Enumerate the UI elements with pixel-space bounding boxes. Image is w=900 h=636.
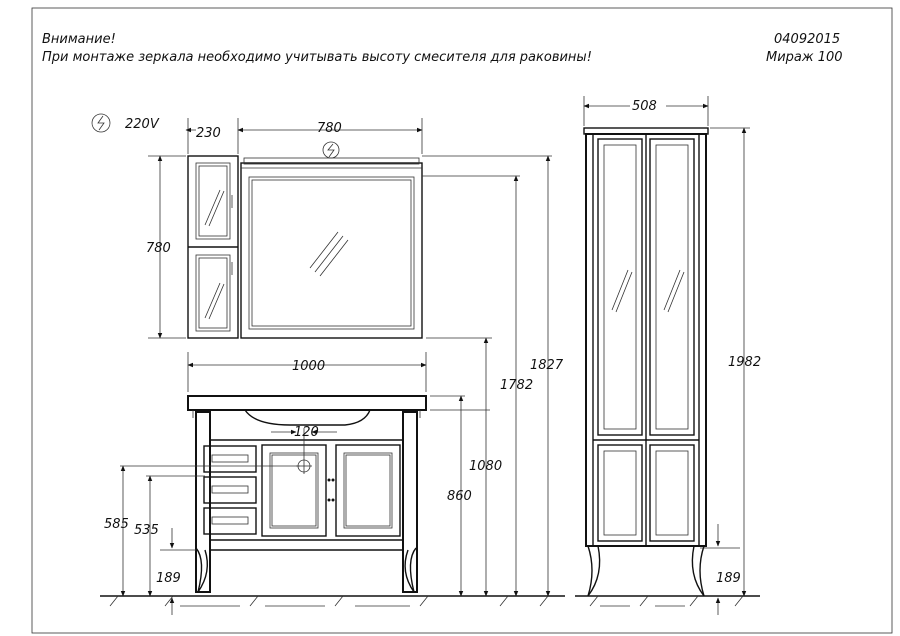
vanity-dimensions xyxy=(104,156,564,615)
cabinet-width-label: 230 xyxy=(196,126,221,141)
column-upper-left-door xyxy=(598,139,642,435)
sheet-frame xyxy=(32,8,892,633)
height-860-label: 860 xyxy=(447,489,472,504)
column-dimensions xyxy=(584,96,761,615)
warning-title: Внимание! xyxy=(42,32,116,47)
countertop xyxy=(188,396,426,410)
floor-line xyxy=(100,596,760,606)
model-name: Мираж 100 xyxy=(766,50,843,65)
power-outlet-icon xyxy=(92,114,110,132)
height-1782-label: 1782 xyxy=(500,378,534,393)
height-585-label: 585 xyxy=(104,517,129,532)
warning-text: При монтаже зеркала необходимо учитывать высоту смесителя для раковины! xyxy=(42,50,592,65)
document-code: 04092015 xyxy=(774,32,841,47)
leg-height-right-label: 189 xyxy=(716,571,741,586)
column-width-label: 508 xyxy=(632,99,657,114)
column-lower-right-door xyxy=(650,445,694,541)
column-height-label: 1982 xyxy=(728,355,762,370)
leg-height-left-label: 189 xyxy=(156,571,181,586)
vanity-width-label: 1000 xyxy=(292,359,326,374)
height-1827-label: 1827 xyxy=(530,358,564,373)
height-535-label: 535 xyxy=(134,523,159,538)
mirror-height-label: 780 xyxy=(146,241,171,256)
voltage-label: 220V xyxy=(125,117,159,132)
column-lower-left-door xyxy=(598,445,642,541)
mirror-assembly xyxy=(188,142,422,338)
tall-column xyxy=(584,128,708,596)
sink-bowl xyxy=(245,410,370,425)
mirror-width-label: 780 xyxy=(317,121,342,136)
sink-offset-label: 120 xyxy=(294,425,319,440)
height-1080-label: 1080 xyxy=(469,459,503,474)
lamp-icon xyxy=(323,142,339,158)
column-upper-right-door xyxy=(650,139,694,435)
